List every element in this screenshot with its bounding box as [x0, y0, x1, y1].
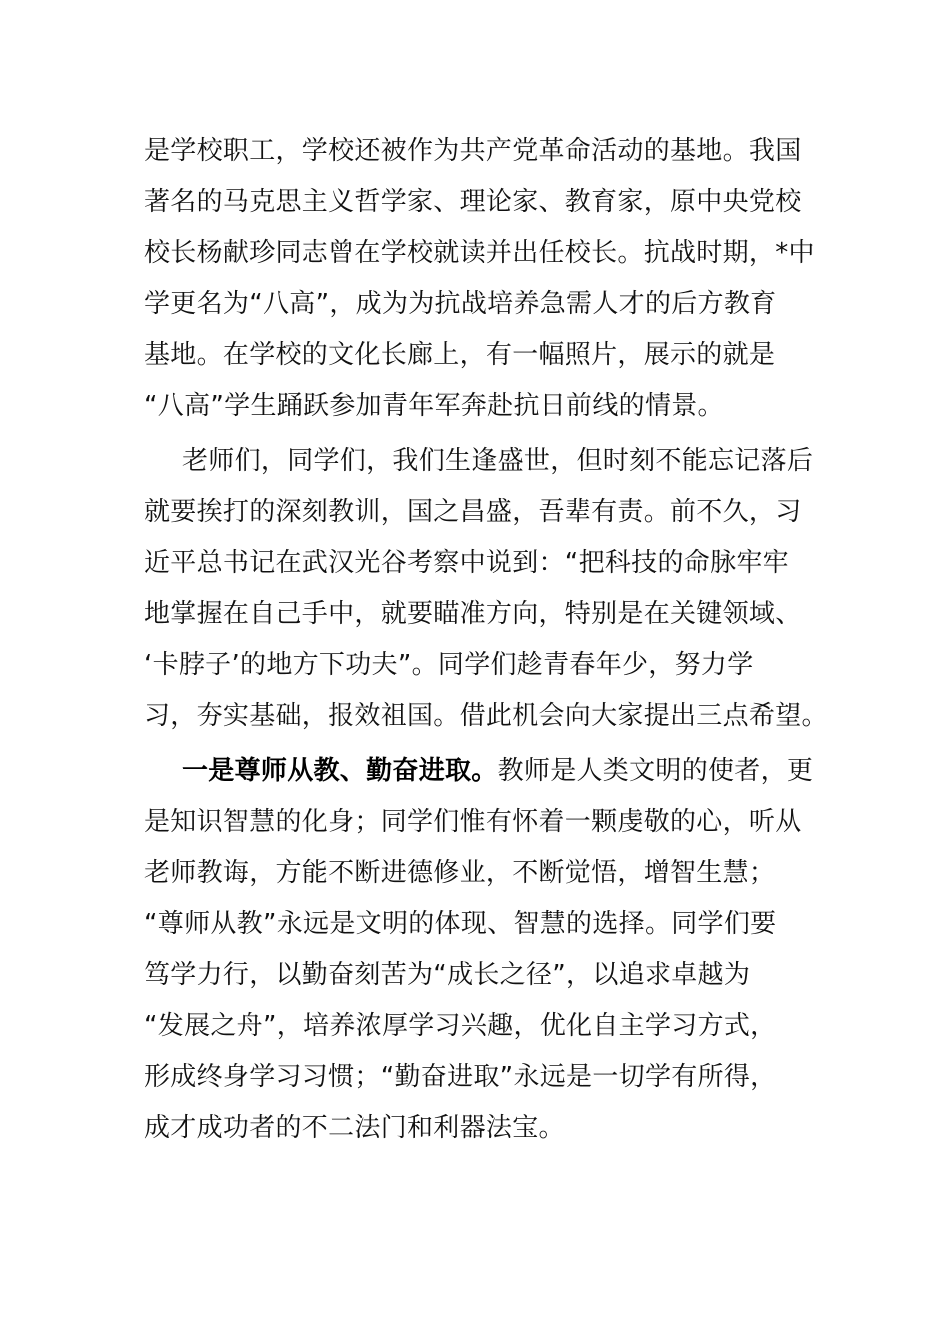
text-line: 近平总书记在武汉光谷考察中说到：“把科技的命脉牢牢: [144, 548, 789, 578]
text-line: 习，夯实基础，报效祖国。借此机会向大家提出三点希望。: [144, 701, 828, 731]
text-line: ‘卡脖子’的地方下功夫”。同学们趁青春年少，努力学: [144, 650, 754, 680]
text-line: 基地。在学校的文化长廊上，有一幅照片，展示的就是: [144, 340, 776, 370]
text-line: [144, 746, 814, 797]
text-line: 地掌握在自己手中，就要瞄准方向，特别是在关键领域、: [144, 599, 802, 629]
section-heading: 一是尊师从教、勤奋进取。: [182, 756, 498, 786]
text-line: 著名的马克思主义哲学家、理论家、教育家，原中央党校: [144, 187, 802, 217]
paragraph-first-hope: [144, 746, 814, 1154]
text-line: 老师们，同学们，我们生逢盛世，但时刻不能忘记落后: [182, 446, 814, 476]
text-line: 学更名为“八高”，成为为抗战培养急需人才的后方教育: [144, 289, 777, 319]
text-line: 是知识智慧的化身；同学们惟有怀着一颗虔敬的心，听从: [144, 807, 802, 837]
text-line: 校长杨献珍同志曾在学校就读并出任校长。抗战时期，*中: [144, 238, 815, 268]
text-line: 就要挨打的深刻教训，国之昌盛，吾辈有责。前不久，习: [144, 497, 802, 527]
text-line: “发展之舟”，培养浓厚学习兴趣，优化自主学习方式，: [144, 1011, 777, 1041]
text-line: 是学校职工，学校还被作为共产党革命活动的基地。我国: [144, 136, 802, 166]
text-line: “八高”学生踊跃参加青年军奔赴抗日前线的情景。: [144, 391, 724, 421]
text-line: 老师教诲，方能不断进德修业，不断觉悟，增智生慧；: [144, 858, 776, 888]
text-line: 形成终身学习习惯；“勤奋进取”永远是一切学有所得，: [144, 1062, 777, 1092]
text-line: 笃学力行，以勤奋刻苦为“成长之径”，以追求卓越为: [144, 960, 751, 990]
heading-line-rest: 教师是人类文明的使者，更: [497, 756, 814, 786]
text-line: “尊师从教”永远是文明的体现、智慧的选择。同学们要: [144, 909, 777, 939]
paragraph-address-students: [144, 436, 828, 742]
text-line: 成才成功者的不二法门和利器法宝。: [144, 1113, 565, 1143]
paragraph-school-history: [144, 126, 815, 432]
